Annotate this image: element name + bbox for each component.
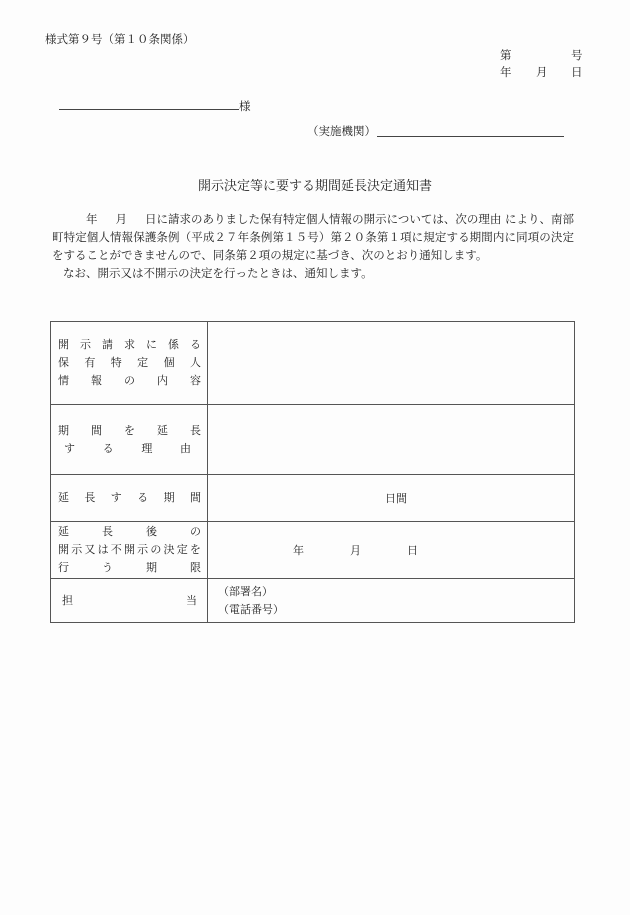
label-char: 当 [186,593,197,607]
label-line [58,372,201,390]
label-char: 理 [141,441,153,455]
label-char: 示 [137,543,149,556]
label-char: 長 [190,423,201,437]
label-char: の [124,374,135,387]
extension-period-field[interactable] [208,475,575,522]
form-number: 様式第９号（第１０条関係） [45,32,195,46]
issuer-line[interactable] [377,136,564,137]
label-char: 期 [146,561,157,574]
label-char: 報 [91,374,102,387]
date-day: 日 [571,65,583,79]
label-line [58,592,201,610]
label-char: る [137,491,149,504]
table-row-extension-reason [51,405,575,475]
label-char: 間 [91,423,102,437]
label-char: 示 [80,338,91,351]
label-char: 又 [84,543,96,556]
label-char: 延 [58,491,69,504]
label-char: 決 [163,543,175,556]
label-char: 情 [58,374,69,387]
label-char: 係 [168,338,179,351]
label-char: 限 [190,561,201,574]
addressee-line[interactable] [59,109,239,110]
label-line [58,559,201,577]
doc-number-suffix: 号 [571,48,583,62]
label-char: 求 [124,338,135,351]
extension-days: 日間 [385,492,407,505]
label-char: 有 [84,356,96,369]
label-char: に [146,338,157,351]
label-char: す [64,441,75,455]
label-extension-period [51,475,208,522]
label-char: す [110,491,122,504]
label-char: は [97,543,109,556]
label-char: 容 [190,374,201,387]
label-line [58,541,201,559]
date-month: 月 [536,65,548,79]
request-content-field[interactable] [208,322,575,405]
label-char: 期 [163,491,175,504]
label-char: 長 [102,525,113,538]
addressee-suffix: 様 [239,99,251,113]
contact-field[interactable] [208,579,575,623]
label-char: 特 [110,356,122,369]
deadline-day: 日 [407,544,418,557]
label-char: 内 [157,374,168,387]
label-char: の [150,543,162,556]
table-row-contact [51,579,575,623]
label-char: る [190,338,201,351]
details-table [50,321,575,623]
label-char: 由 [179,441,191,455]
doc-number-prefix: 第 [500,48,512,62]
extension-reason-field[interactable] [208,405,575,475]
label-line [58,336,201,354]
table-row-deadline [51,522,575,579]
contact-phone: （電話番号） [218,602,284,616]
label-char: 間 [189,491,201,504]
label-char: 延 [157,423,168,437]
label-line [58,440,201,458]
date-year: 年 [500,65,512,79]
label-char: 人 [189,356,201,369]
body-year: 年 [86,212,98,226]
label-char: 延 [58,525,69,538]
label-contact [51,579,208,623]
label-char: 開 [123,543,135,556]
label-char: 請 [102,338,113,351]
label-char: る [102,441,114,455]
label-char: 開 [58,543,69,556]
deadline-field[interactable] [208,522,575,579]
issuer-label: （実施機関） [307,124,376,138]
label-char: 後 [146,525,157,538]
table-row-request-content [51,322,575,405]
label-char: 長 [84,491,96,504]
label-line [58,422,201,440]
label-char: 示 [71,543,83,556]
label-char: 期 [58,423,69,437]
label-char: 定 [137,356,149,369]
label-char: 担 [62,593,73,607]
body-paragraph-2: なお、開示又は不開示の決定を行ったときは、通知します。 [63,266,373,280]
body-text [52,210,574,282]
label-line [58,523,201,541]
contact-department: （部署名） [218,584,273,598]
deadline-month: 月 [350,544,361,557]
label-line [58,489,201,507]
label-char: 不 [110,543,122,556]
label-char: う [102,561,113,574]
body-rest: 日に請求のありました保有特定個人情報の開示については、次の理由 により、南部町特定個人情報保護条例（平成２７年条例第１５号）第２０条第１項に規定する期間内に同項の決定をすることができませんので、同条第２項の規定に基づき、次のとおり通知します。 [52,212,575,262]
label-request-content [51,322,208,405]
label-char: の [190,525,201,538]
label-char: を [124,423,135,437]
label-char: を [189,543,201,556]
label-char: 個 [163,356,175,369]
label-extension-reason [51,405,208,475]
deadline-year: 年 [293,544,304,557]
label-char: 開 [58,338,69,351]
table-row-extension-period [51,475,575,522]
label-line [58,354,201,372]
body-paragraph-1 [52,210,574,264]
label-char: 定 [176,543,188,556]
body-month: 月 [115,212,128,226]
label-char: 保 [58,356,69,369]
label-char: 行 [58,561,69,574]
label-deadline [51,522,208,579]
document-title: 開示決定等に要する期間延長決定通知書 [197,179,432,194]
